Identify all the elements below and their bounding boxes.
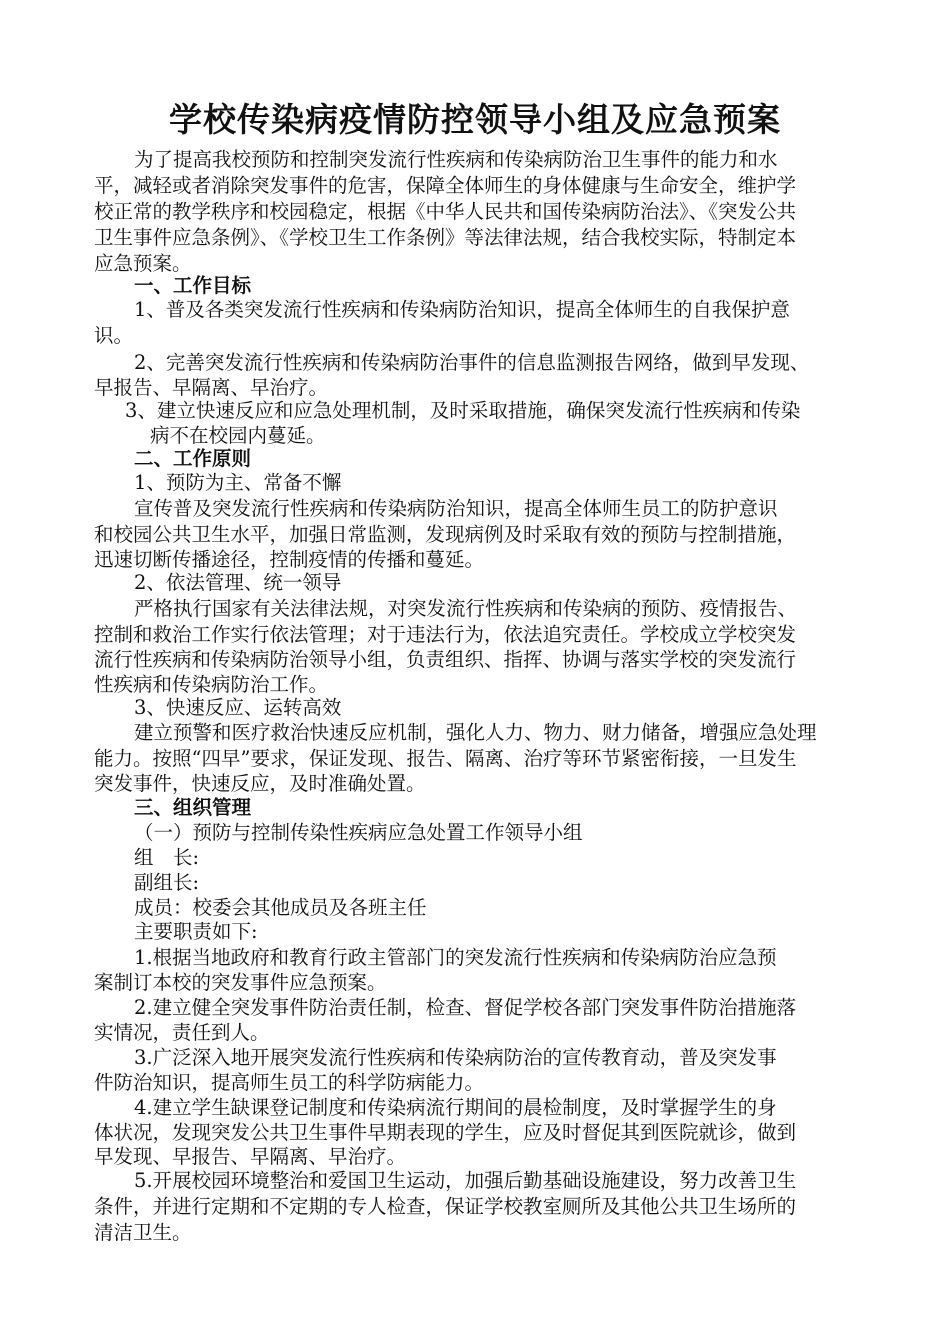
intro-line: 为了提高我校预防和控制突发流行性疾病和传染病防治卫生事件的能力和水 xyxy=(134,148,778,171)
intro-line: 平，减轻或者消除突发事件的危害，保障全体师生的身体健康与生命安全，维护学 xyxy=(94,174,797,197)
goal-item: 病不在校园内蔓延。 xyxy=(150,424,326,447)
organization-line: 1.根据当地政府和教育行政主管部门的突发流行性疾病和传染病防治应急预 xyxy=(134,946,777,969)
principle-line: 3、快速反应、运转高效 xyxy=(134,696,342,719)
organization-line: 成员：校委会其他成员及各班主任 xyxy=(134,896,427,919)
principle-line: 能力。按照“四早”要求，保证发现、报告、隔离、治疗等环节紧密衔接，一旦发生 xyxy=(94,747,797,770)
section-heading-organization: 三、组织管理 xyxy=(134,796,252,819)
goal-item: 3、建立快速反应和应急处理机制，及时采取措施，确保突发流行性疾病和传染 xyxy=(125,399,801,422)
organization-line: 2.建立健全突发事件防治责任制，检查、督促学校各部门突发事件防治措施落 xyxy=(134,996,797,1019)
principle-line: 和校园公共卫生水平，加强日常监测，发现病例及时采取有效的预防与控制措施， xyxy=(94,523,797,546)
section-heading-goals: 一、工作目标 xyxy=(134,274,252,297)
organization-line: 案制订本校的突发事件应急预案。 xyxy=(94,971,387,994)
principle-line: 控制和救治工作实行依法管理；对于违法行为，依法追究责任。学校成立学校突发 xyxy=(94,623,797,646)
section-heading-principles: 二、工作原则 xyxy=(134,447,252,470)
document-title: 学校传染病疫情防控领导小组及应急预案 xyxy=(169,100,781,139)
organization-line: 3.广泛深入地开展突发流行性疾病和传染病防治的宣传教育动，普及突发事 xyxy=(134,1046,777,1069)
organization-line: 实情况，责任到人。 xyxy=(94,1021,270,1044)
intro-line: 校正常的教学秩序和校园稳定，根据《中华人民共和国传染病防治法》、《突发公共 xyxy=(94,200,797,223)
organization-line: （一）预防与控制传染性疾病应急处置工作领导小组 xyxy=(134,821,583,844)
principle-line: 宣传普及突发流行性疾病和传染病防治知识，提高全体师生员工的防护意识 xyxy=(134,497,778,520)
organization-line: 早发现、早报告、早隔离、早治疗。 xyxy=(94,1145,407,1168)
principle-line: 建立预警和医疗救治快速反应机制，强化人力、物力、财力储备，增强应急处理 xyxy=(134,721,817,744)
principle-line: 迅速切断传播途径，控制疫情的传播和蔓延。 xyxy=(94,548,485,571)
goal-item: 识。 xyxy=(94,324,134,347)
principle-line: 突发事件，快速反应，及时准确处置。 xyxy=(94,772,426,795)
principle-line: 2、依法管理、统一领导 xyxy=(134,571,342,594)
goal-item: 2、完善突发流行性疾病和传染病防治事件的信息监测报告网络，做到早发现、 xyxy=(134,351,810,374)
principle-line: 1、预防为主、常备不懈 xyxy=(134,471,342,494)
organization-line: 4.建立学生缺课登记制度和传染病流行期间的晨检制度，及时掌握学生的身 xyxy=(134,1096,777,1119)
principle-line: 严格执行国家有关法律法规，对突发流行性疾病和传染病的预防、疫情报告、 xyxy=(134,597,798,620)
organization-line: 体状况，发现突发公共卫生事件早期表现的学生，应及时督促其到医院就诊，做到 xyxy=(94,1121,797,1144)
principle-line: 流行性疾病和传染病防治领导小组，负责组织、指挥、协调与落实学校的突发流行 xyxy=(94,648,797,671)
organization-line: 主要职责如下: xyxy=(134,920,258,943)
principle-line: 性疾病和传染病防治工作。 xyxy=(94,673,329,696)
organization-line: 件防治知识，提高师生员工的科学防病能力。 xyxy=(94,1071,485,1094)
organization-line: 副组长: xyxy=(134,871,200,894)
goal-item: 早报告、早隔离、早治疗。 xyxy=(94,376,329,399)
organization-line: 组 长: xyxy=(134,846,200,869)
goal-item: 1、普及各类突发流行性疾病和传染病防治知识，提高全体师生的自我保护意 xyxy=(134,298,790,321)
organization-line: 5.开展校园环境整治和爱国卫生运动，加强后勤基础设施建设，努力改善卫生 xyxy=(134,1169,797,1192)
intro-line: 卫生事件应急条例》、《学校卫生工作条例》等法律法规，结合我校实际，特制定本 xyxy=(94,226,797,249)
organization-line: 条件，并进行定期和不定期的专人检查，保证学校教室厕所及其他公共卫生场所的 xyxy=(94,1195,797,1218)
organization-line: 清洁卫生。 xyxy=(94,1221,192,1244)
intro-line: 应急预案。 xyxy=(94,252,192,275)
